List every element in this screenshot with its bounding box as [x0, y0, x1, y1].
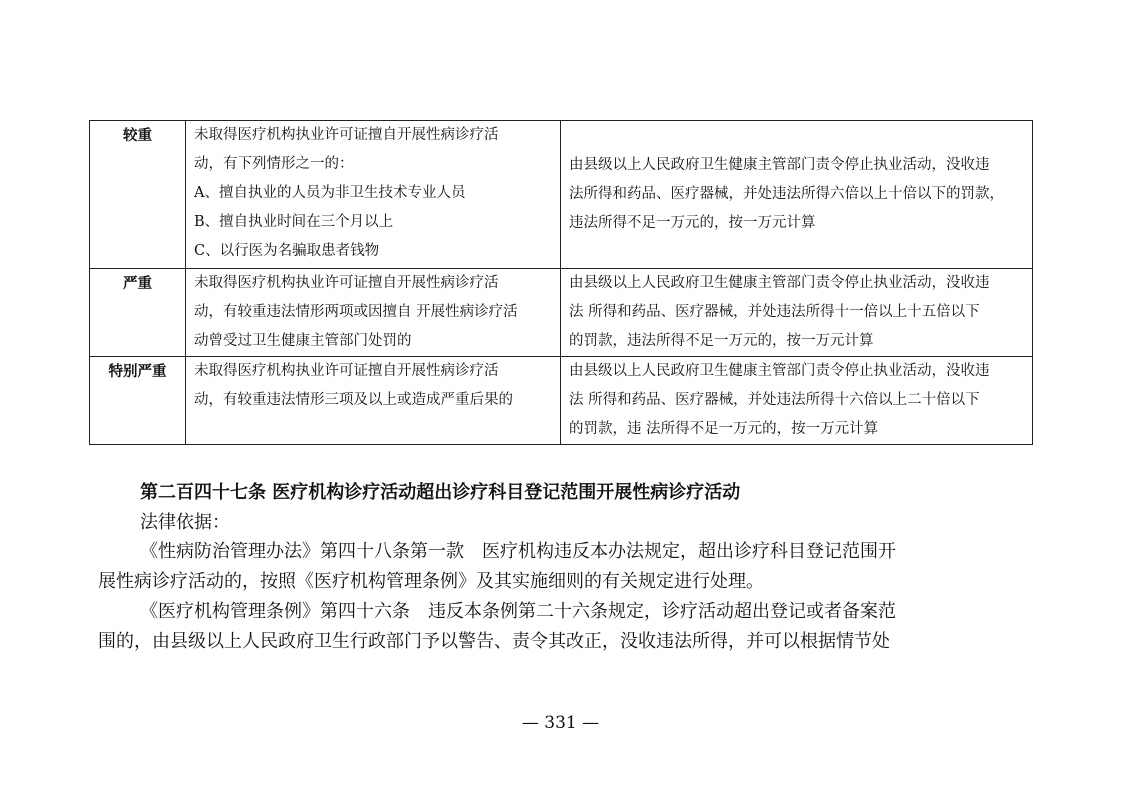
table-row — [90, 269, 1033, 357]
condition-line: C、以行医为名骗取患者钱物 — [194, 243, 380, 259]
penalty-measure — [561, 357, 1033, 445]
penalty-line: 法 所得和药品、医疗器械，并处违法所得十一倍以上十五倍以下 — [569, 304, 980, 320]
condition-line: B、擅自执业时间在三个月以上 — [194, 214, 394, 230]
condition-line: 未取得医疗机构执业许可证擅自开展性病诊疗活 — [194, 363, 499, 379]
condition-line: 动，有较重违法情形两项或因擅自 开展性病诊疗活 — [194, 304, 518, 320]
condition-line: 动，有较重违法情形三项及以上或造成严重后果的 — [194, 392, 513, 408]
penalty-measure — [561, 269, 1033, 357]
severity-level: 特别严重 — [90, 357, 186, 445]
condition-line: 未取得医疗机构执业许可证擅自开展性病诊疗活 — [194, 275, 499, 291]
page-number: — 331 — — [521, 713, 600, 733]
severity-level: 严重 — [90, 269, 186, 357]
violation-condition — [186, 357, 561, 445]
penalty-line: 的罚款，违法所得不足一万元的，按一万元计算 — [569, 333, 874, 349]
penalty-line: 法所得和药品、医疗器械，并处违法所得六倍以上十倍以下的罚款， — [569, 186, 1004, 202]
legal-basis-paragraph — [98, 537, 1028, 597]
penalty-line: 法 所得和药品、医疗器械，并处违法所得十六倍以上二十倍以下 — [569, 392, 980, 408]
table-row — [90, 357, 1033, 445]
paragraph-line: 《性病防治管理办法》第四十八条第一款 医疗机构违反本办法规定，超出诊疗科目登记范围开 — [140, 541, 896, 562]
paragraph-line: 围的，由县级以上人民政府卫生行政部门予以警告、责令其改正，没收违法所得，并可以根据情节处 — [98, 631, 890, 652]
violation-condition — [186, 269, 561, 357]
penalty-line: 违法所得不足一万元的，按一万元计算 — [569, 215, 816, 231]
table-row — [90, 121, 1033, 269]
paragraph-line: 展性病诊疗活动的，按照《医疗机构管理条例》及其实施细则的有关规定进行处理。 — [98, 571, 764, 592]
violation-condition — [186, 121, 561, 269]
penalty-line: 由县级以上人民政府卫生健康主管部门责令停止执业活动，没收违 — [569, 275, 990, 291]
condition-line: A、擅自执业的人员为非卫生技术专业人员 — [194, 185, 466, 201]
condition-line: 未取得医疗机构执业许可证擅自开展性病诊疗活 — [194, 127, 499, 143]
penalty-measure — [561, 121, 1033, 269]
penalty-line: 由县级以上人民政府卫生健康主管部门责令停止执业活动，没收违 — [569, 157, 990, 173]
penalty-table — [89, 120, 1033, 445]
penalty-line: 的罚款，违 法所得不足一万元的，按一万元计算 — [569, 421, 879, 437]
condition-line: 动曾受过卫生健康主管部门处罚的 — [194, 333, 412, 349]
condition-line: 动，有下列情形之一的： — [194, 156, 354, 172]
paragraph-line: 《医疗机构管理条例》第四十六条 违反本条例第二十六条规定，诊疗活动超出登记或者备案范 — [140, 601, 896, 622]
legal-basis-paragraph — [98, 597, 1028, 657]
article-title: 第二百四十七条 医疗机构诊疗活动超出诊疗科目登记范围开展性病诊疗活动 — [140, 482, 741, 503]
severity-level: 较重 — [90, 121, 186, 269]
penalty-line: 由县级以上人民政府卫生健康主管部门责令停止执业活动，没收违 — [569, 363, 990, 379]
legal-basis-label: 法律依据： — [140, 512, 230, 533]
